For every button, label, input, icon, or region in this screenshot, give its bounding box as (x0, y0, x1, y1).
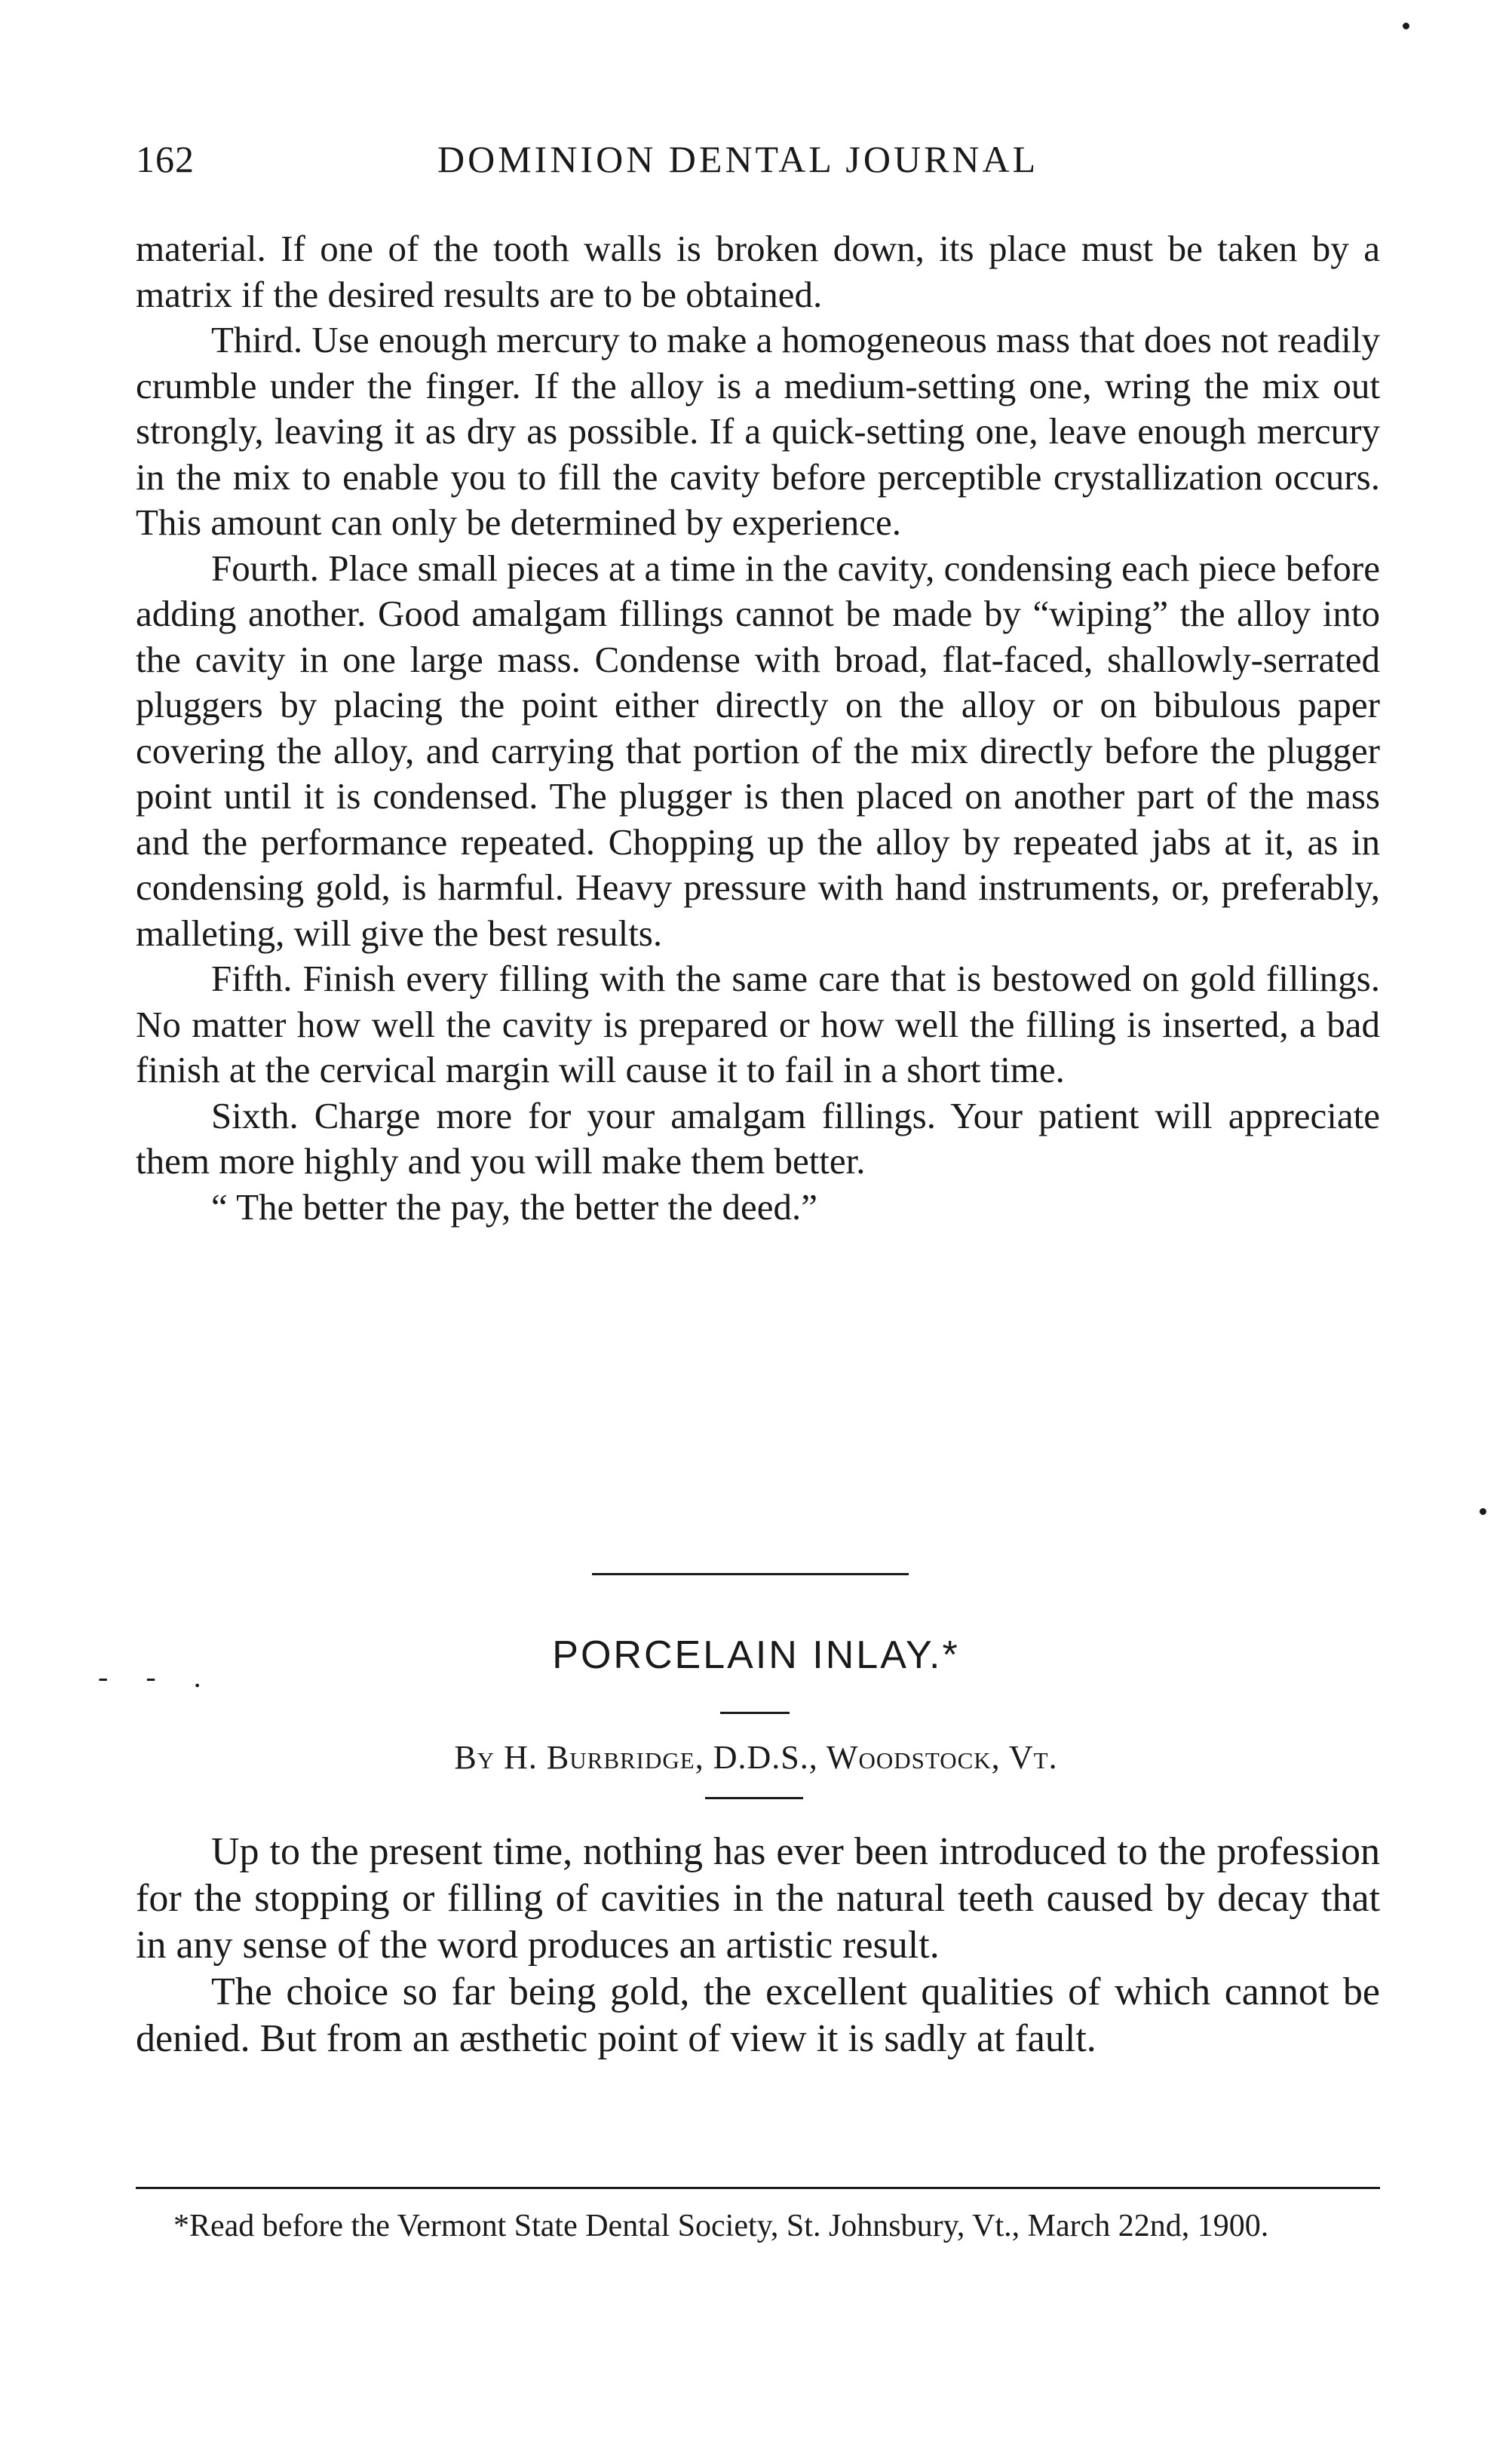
body-paragraph: Fifth. Finish every filling with the same care that is bestowed on gold fillings. No matter how well the cavity is prepared or how well the filling is inserted, a bad finish at the cervical margin will cause it to fail in a short time. (136, 958, 1380, 1090)
article-paragraph: Up to the present time, nothing has ever been introduced to the profession for the stopping or filling of cavities in the natural teeth caused by decay that in any sense of the word produces an artistic result. (136, 1830, 1380, 1967)
byline-rule (705, 1797, 803, 1799)
footnote (136, 2206, 1380, 2246)
speck-mark (1480, 1508, 1486, 1515)
title-rule (720, 1712, 790, 1714)
body-paragraph: Fourth. Place small pieces at a time in the cavity, condensing each piece before adding another. Good amalgam fillings cannot be made by “wiping” the alloy into the cavity in one large mass. Condense with broad, flat-faced, shallowly-serrated pluggers by placing the point either directly on the alloy or on bibulous paper covering the alloy, and carrying that portion of the mix directly before the plugger point until it is condensed. The plugger is then placed on another part of the mass and the performance repeated. Chopping up the alloy by repeated jabs at it, as in condensing gold, is harmful. Heavy pressure with hand instruments, or, preferably, malleting, will give the best results. (136, 547, 1380, 954)
article-paragraph: The choice so far being gold, the excellent qualities of which cannot be denied. But from an æsthetic point of view it is sadly at fault. (136, 1970, 1380, 2060)
body-paragraph: Third. Use enough mercury to make a homogeneous mass that does not readily crumble under the finger. If the alloy is a medium-setting one, wring the mix out strongly, leaving it as dry as possible. If a quick-setting one, leave enough mercury in the mix to enable you to fill the cavity before perceptible crystallization occurs. This amount can only be determined by experience. (136, 319, 1380, 543)
speck-mark (1403, 23, 1409, 29)
page-header (136, 137, 1380, 182)
closing-quote: “ The better the pay, the better the deed.” (211, 1185, 818, 1228)
page-number: 162 (136, 138, 195, 180)
body-paragraph: Sixth. Charge more for your amalgam fillings. Your patient will appreciate them more highly and you will make them better. (136, 1094, 1380, 1182)
running-head: DOMINION DENTAL JOURNAL (437, 138, 1039, 180)
body-text (136, 226, 1380, 1230)
footnote-rule (136, 2187, 1380, 2189)
stray-marks: - - . (98, 1660, 216, 1694)
body-paragraph: material. If one of the tooth walls is broken down, its place must be taken by a matrix if the desired results are to be obtained. (136, 228, 1380, 315)
article-byline: By H. Burbridge, D.D.S., Woodstock, Vt. (454, 1739, 1058, 1776)
article-title: PORCELAIN INLAY.* (552, 1633, 960, 1677)
article-text (136, 1829, 1380, 2062)
footnote-text: *Read before the Vermont State Dental Society, St. Johnsbury, Vt., March 22nd, 1900. (173, 2209, 1269, 2243)
section-divider (592, 1573, 909, 1575)
